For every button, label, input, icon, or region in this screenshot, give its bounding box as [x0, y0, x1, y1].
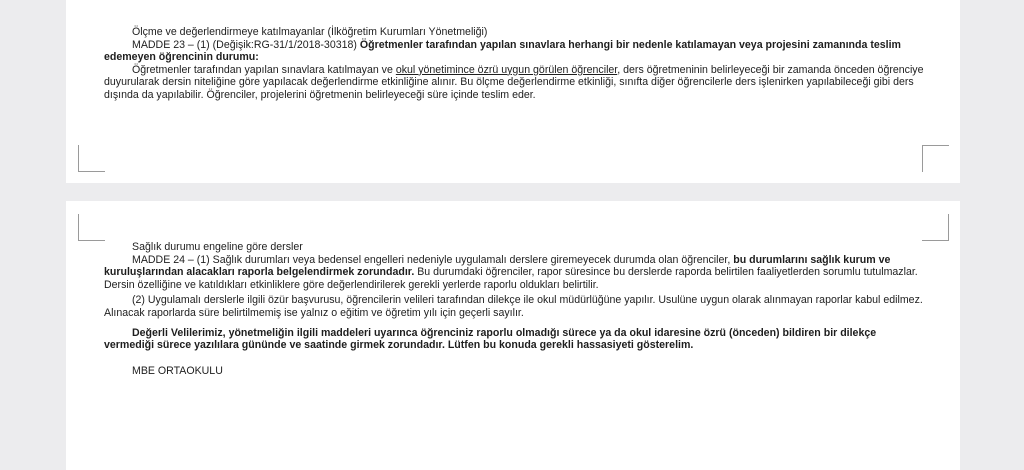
page-corner-marker-top-left	[78, 214, 105, 241]
school-signature	[104, 365, 926, 378]
article-23-body-lead: Öğretmenler tarafından yapılan sınavlara katılmayan ve	[132, 63, 393, 76]
school-signature-text: MBE ORTAOKULU	[132, 364, 223, 377]
article-24-paragraph-2	[104, 294, 926, 319]
article-24-lead: MADDE 24 – (1) Sağlık durumları veya bedensel engelleri nedeniyle uygulamalı derslere giremeyecek durumda olan öğrenciler,	[132, 253, 731, 266]
parent-notice	[104, 327, 926, 352]
article-23-body	[104, 64, 926, 102]
document-page-2	[66, 201, 960, 470]
section-title-text: Ölçme ve değerlendirmeye katılmayanlar (İlköğretim Kurumları Yönetmeliği)	[132, 26, 488, 38]
article-24-rest: Bu durumdaki öğrenciler, rapor süresince bu derslerde raporda belirtilen faaliyetlerden sorumlu tutulmazlar. Dersin özelliğine ve katıldıkları etkinliklere göre değerlendirilerek gerekli yerlerde raporlu oldukları belirtilir.	[104, 266, 918, 291]
page-2-content	[104, 241, 926, 377]
section-title-health-text: Sağlık durumu engeline göre dersler	[132, 241, 303, 253]
article-23-body-rest: , ders öğretmeninin belirleyeceği bir zamanda önceden öğrenciye duyurularak dersin niteliğine göre yapılacak değerlendirme etkinliğine alınır. Bu ölçme değerlendirme etkinliği, sınıfta diğer öğrencilerle ders işlenirken yapılabileceği gibi ders dışında da yapılabilir. Öğrenciler, projelerini öğretmenin belirleyeceği süre içinde teslim eder.	[104, 63, 924, 101]
article-24-paragraph-1	[104, 254, 926, 292]
article-24-bold-clause: bu durumlarını sağlık kurum ve kuruluşlarından alacakları raporla belgelendirmek zorundadır.	[104, 253, 891, 279]
article-23-label: MADDE 23 – (1) (Değişik:RG-31/1/2018-30318)	[132, 38, 357, 51]
document-page-1	[66, 0, 960, 183]
parent-notice-text: Değerli Velilerimiz, yönetmeliğin ilgili maddeleri uyarınca öğrenciniz raporlu olmadığı sürece ya da okul idaresine özrü (önceden) bildiren bir dilekçe vermediği sürece yazılılara gününde ve saatinde girmek zorundadır. Lütfen bu konuda gerekli hassasiyeti gösterelim.	[104, 326, 877, 352]
article-23	[104, 39, 926, 64]
page-corner-marker-bottom-left	[78, 145, 105, 172]
article-23-heading: Öğretmenler tarafından yapılan sınavlara herhangi bir nedenle katılamayan veya projesini zamanında teslim edemeyen öğrencinin durumu:	[104, 38, 901, 64]
section-title-health	[104, 241, 926, 254]
section-title-absence	[104, 26, 926, 39]
page-corner-marker-right	[922, 145, 949, 172]
page-corner-marker-top-right	[922, 214, 949, 241]
page-1-content	[104, 26, 926, 102]
article-23-underlined-phrase: okul yönetimince özrü uygun görülen öğrenciler	[395, 63, 618, 76]
article-24-paragraph-2-text: (2) Uygulamalı derslerle ilgili özür başvurusu, öğrencilerin velileri tarafından dilekçe ile okul müdürlüğüne yapılır. Usulüne uygun olarak alınmayan raporlar kabul edilmez. Alınacak raporlarda süre belirtilmemiş ise yalnız o eğitim ve öğretim yılı için geçerli sayılır.	[104, 294, 923, 319]
